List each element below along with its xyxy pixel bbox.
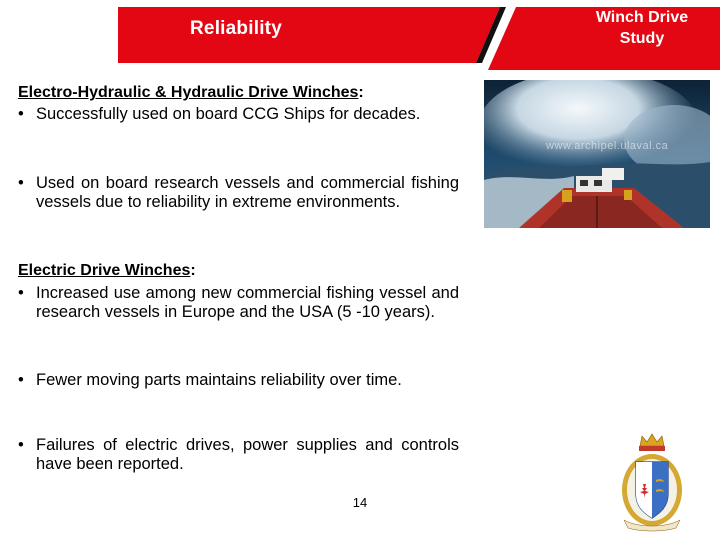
electric-bullet-3	[18, 436, 459, 474]
electric-bullet-3-text: Failures of electric drives, power supplies and controls have been reported.	[36, 436, 459, 473]
electric-bullet-2	[18, 371, 459, 390]
bullet-glyph: •	[18, 436, 24, 454]
study-label-line1: Winch Drive	[595, 9, 689, 26]
electric-bullet-1	[18, 284, 459, 322]
header-band	[0, 0, 720, 70]
electric-heading-text: Electric Drive Winches	[18, 262, 191, 279]
study-label	[572, 7, 712, 49]
bullet-glyph: •	[18, 174, 24, 192]
photo-watermark: www.archipel.ulaval.ca	[546, 140, 669, 152]
electric-heading	[18, 261, 468, 280]
bullet-glyph: •	[18, 284, 24, 302]
electric-heading-colon: :	[190, 262, 196, 279]
coast-guard-crest-icon	[612, 432, 692, 532]
slide-title: Reliability	[190, 18, 282, 39]
ship-in-rough-sea-photo	[484, 80, 710, 228]
hydraulic-heading	[18, 83, 468, 102]
hydraulic-bullet-2-text: Used on board research vessels and commercial fishing vessels due to reliability in extreme environments.	[36, 174, 459, 211]
page-number: 14	[352, 495, 368, 510]
bullet-glyph: •	[18, 105, 24, 123]
electric-bullet-2-text: Fewer moving parts maintains reliability over time.	[36, 371, 402, 389]
hydraulic-heading-colon: :	[358, 84, 364, 101]
hydraulic-bullet-1-text: Successfully used on board CCG Ships for decades.	[36, 105, 421, 123]
study-label-line2: Study	[619, 30, 665, 47]
hydraulic-bullet-2	[18, 174, 459, 212]
hydraulic-heading-text: Electro-Hydraulic & Hydraulic Drive Winches	[18, 84, 359, 101]
hydraulic-bullet-1	[18, 105, 459, 124]
bullet-glyph: •	[18, 371, 24, 389]
electric-bullet-1-text: Increased use among new commercial fishing vessel and research vessels in Europe and the USA (5 -10 years).	[36, 284, 459, 321]
